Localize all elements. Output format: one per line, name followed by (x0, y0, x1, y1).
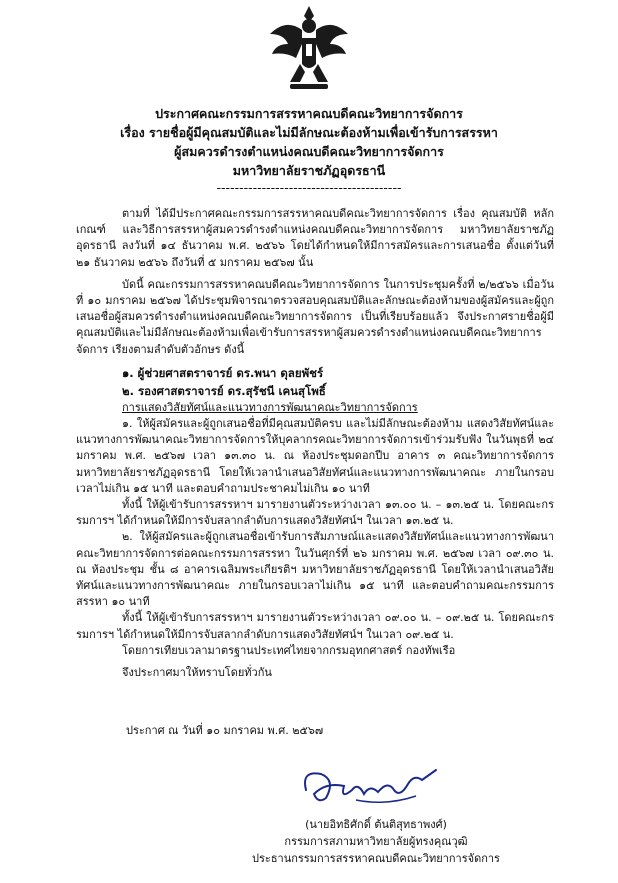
announcement-header (0, 104, 618, 197)
signatory-position: ประธานกรรมการสรรหาคณบดีคณะวิทยาการจัดการ (252, 852, 500, 865)
announcement-body (76, 206, 554, 681)
section-heading: การแสดงวิสัยทัศน์และแนวทางการพัฒนาคณะวิทยาการจัดการ (122, 400, 418, 414)
paragraph: โดยการเทียบเวลามาตรฐานประเทศไทยจากกรมอุทกศาสตร์ กองทัพเรือ (122, 643, 456, 657)
paragraph: ๑. ให้ผู้สมัครและผู้ถูกเสนอชื่อที่มีคุณสมบัติครบ และไม่มีลักษณะต้องห้าม แสดงวิสัยทัศน์และแนวทางการพัฒนาคณะวิทยาการจัดการให้บุคลากรคณะวิทยาการจัดการเข้าร่วมรับฟัง ในวันพุธที่ ๒๔ มกราคม พ.ศ. ๒๕๖๗ เวลา ๑๓.๓๐ น. ณ ห้องประชุมดอกปีบ อาคาร ๓ คณะวิทยาการจัดการ มหาวิทยาลัยราชภัฏอุดรธานี โดยให้เวลานำเสนอวิสัยทัศน์และแนวทางการพัฒนาคณะ ภายในกรอบเวลาไม่เกิน ๑๕ นาที และตอบคำถามประชาคมไม่เกิน ๑๐ นาที (76, 417, 554, 495)
paragraph: จึงประกาศมาให้ทราบโดยทั่วกัน (122, 666, 272, 680)
header-subject-line: เรื่อง รายชื่อผู้มีคุณสมบัติและไม่มีลักษณะต้องห้ามเพื่อเข้ารับการสรรหา (120, 125, 498, 140)
announcement-date: ประกาศ ณ วันที่ ๑๐ มกราคม พ.ศ. ๒๕๖๗ (126, 724, 324, 737)
header-title-line: ประกาศคณะกรรมการสรรหาคณบดีคณะวิทยาการจัดการ (155, 106, 463, 121)
paragraph: ทั้งนี้ ให้ผู้เข้ารับการสรรหาฯ มารายงานตัวระหว่างเวลา ๐๙.๐๐ น. – ๐๙.๒๕ น. โดยคณะกรรมการฯ ได้กำหนดให้มีการจับสลากลำดับการแสดงวิสัยทัศน์ฯ ในเวลา ๐๙.๒๕ น. (76, 611, 554, 641)
header-divider: ----------------------------------------- (216, 180, 402, 195)
handwritten-signature (296, 760, 446, 810)
signature-block (0, 722, 618, 739)
header-title-line: มหาวิทยาลัยราชภัฏอุดรธานี (232, 163, 386, 178)
garuda-emblem-icon (266, 4, 352, 94)
signatory-position: กรรมการสภามหาวิทยาลัยผู้ทรงคุณวุฒิ (284, 835, 468, 848)
signatory (246, 816, 506, 867)
paragraph: ตามที่ ได้มีประกาศคณะกรรมการสรรหาคณบดีคณะวิทยาการจัดการ เรื่อง คุณสมบัติ หลักเกณฑ์ และวิธีการสรรหาผู้สมควรดำรงตำแหน่งคณบดีคณะวิทยาการจัดการ มหาวิทยาลัยราชภัฏอุดรธานี ลงวันที่ ๑๔ ธันวาคม พ.ศ. ๒๕๖๖ โดยได้กำหนดให้มีการสมัครและการเสนอชื่อ ตั้งแต่วันที่ ๒๑ ธันวาคม ๒๕๖๖ ถึงวันที่ ๕ มกราคม ๒๕๖๗ นั้น (76, 207, 554, 269)
candidate-item: ๑. ผู้ช่วยศาสตราจารย์ ดร.พนา ดุลยพัชร์ (122, 365, 324, 380)
signatory-name: (นายอิทธิศักดิ์ ต้นติสุทธาพงศ์) (305, 818, 447, 831)
paragraph: ทั้งนี้ ให้ผู้เข้ารับการสรรหาฯ มารายงานตัวระหว่างเวลา ๑๓.๐๐ น. – ๑๓.๒๕ น. โดยคณะกรรมการฯ ได้กำหนดให้มีการจับสลากลำดับการแสดงวิสัยทัศน์ฯ ในเวลา ๑๓.๒๕ น. (76, 498, 554, 528)
paragraph: ๒. ให้ผู้สมัครและผู้ถูกเสนอชื่อเข้ารับการสัมภาษณ์และแสดงวิสัยทัศน์และแนวทางการพัฒนาคณะวิทยาการจัดการต่อคณะกรรมการสรรหา ในวันศุกร์ที่ ๒๖ มกราคม พ.ศ. ๒๕๖๗ เวลา ๐๙.๓๐ น. ณ ห้องประชุม ชั้น ๘ อาคารเฉลิมพระเกียรติฯ มหาวิทยาลัยราชภัฏอุดรธานี โดยให้เวลานำเสนอวิสัยทัศน์และแนวทางการพัฒนาคณะ ภายในกรอบเวลาไม่เกิน ๑๕ นาที และตอบคำถามคณะกรรมการสรรหา ๑๐ นาที (76, 530, 554, 609)
header-title-line: ผู้สมควรดำรงตำแหน่งคณบดีคณะวิทยาการจัดการ (174, 144, 444, 159)
paragraph: บัดนี้ คณะกรรมการสรรหาคณบดีคณะวิทยาการจัดการ ในการประชุมครั้งที่ ๒/๒๕๖๖ เมื่อวันที่ ๑๐ มกราคม ๒๕๖๗ ได้ประชุมพิจารณาตรวจสอบคุณสมบัติและลักษณะต้องห้ามของผู้สมัครและผู้ถูกเสนอชื่อผู้สมควรดำรงตำแหน่งคณบดีคณะวิทยาการจัดการ เป็นที่เรียบร้อยแล้ว จึงประกาศรายชื่อผู้มีคุณสมบัติและไม่มีลักษณะต้องห้ามเพื่อเข้ารับการสรรหาผู้สมควรดำรงตำแหน่งคณบดีคณะวิทยาการจัดการ เรียงตามลำดับตัวอักษร ดังนี้ (76, 277, 554, 356)
candidate-item: ๒. รองศาสตราจารย์ ดร.สุรัชนี เคนสุโพธิ์ (122, 383, 326, 398)
